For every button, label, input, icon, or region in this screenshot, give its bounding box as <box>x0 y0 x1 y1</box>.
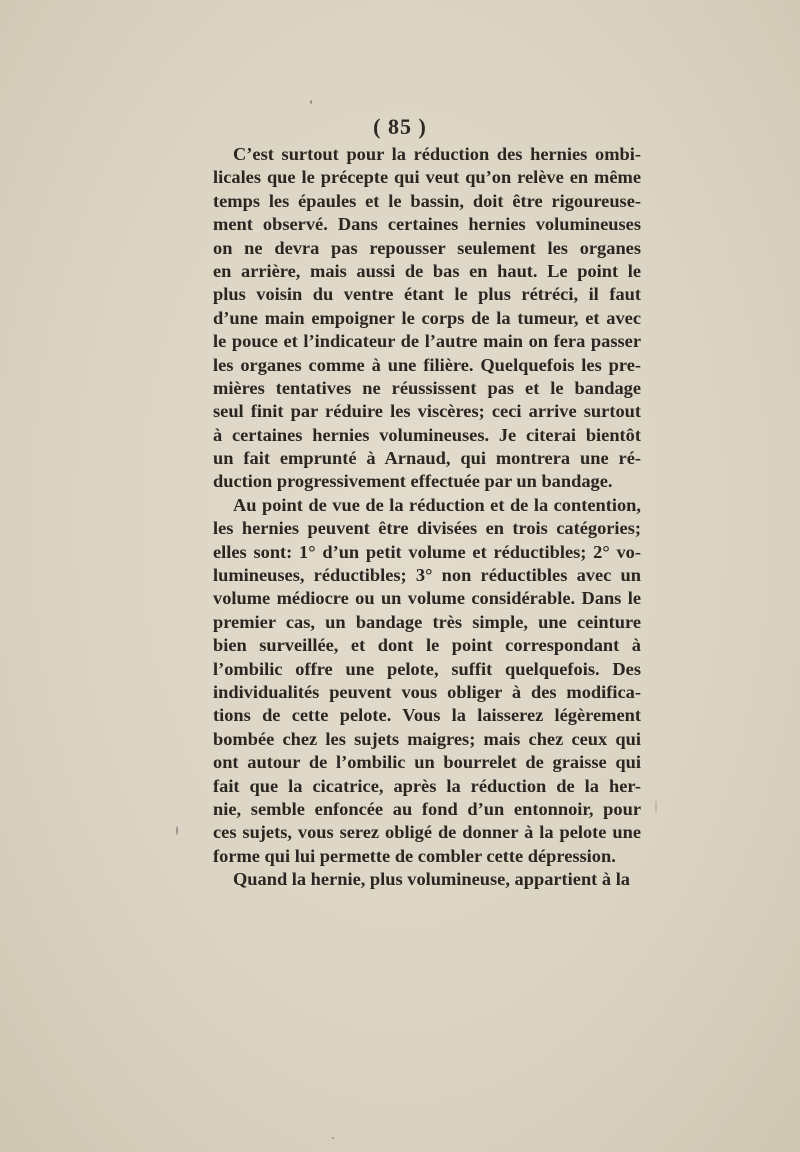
text-line: elles sont: 1° d’un petit volume et réductibles; 2° vo- <box>213 541 641 562</box>
text-line: les hernies peuvent être divisées en trois catégories; <box>213 518 641 539</box>
paper-speck <box>655 800 657 814</box>
paper-speck <box>332 1137 334 1139</box>
text-line: ces sujets, vous serez obligé de donner à la pelote une <box>213 822 641 843</box>
text-line: Au point de vue de la réduction et de la contention, <box>233 494 641 515</box>
paper-speck <box>310 100 312 104</box>
text-line: en arrière, mais aussi de bas en haut. Le point le <box>213 260 641 281</box>
text-line: premier cas, un bandage très simple, une ceinture <box>213 611 641 632</box>
text-line: fait que la cicatrice, après la réduction de la her- <box>213 775 641 796</box>
text-line: mières tentatives ne réussissent pas et le bandage <box>213 377 641 398</box>
text-line: ont autour de l’ombilic un bourrelet de graisse qui <box>213 752 641 773</box>
text-line: nie, semble enfoncée au fond d’un entonnoir, pour <box>213 798 641 819</box>
text-line: d’une main empoigner le corps de la tumeur, et avec <box>213 307 641 328</box>
text-line: licales que le précepte qui veut qu’on relève en même <box>213 167 641 188</box>
text-line: l’ombilic offre une pelote, suffit quelquefois. Des <box>213 658 641 679</box>
body-text <box>213 143 641 892</box>
text-line: lumineuses, réductibles; 3° non réductibles avec un <box>213 565 641 586</box>
text-line: ment observé. Dans certaines hernies volumineuses <box>213 214 641 235</box>
text-line: duction progressivement effectuée par un bandage. <box>213 471 613 492</box>
text-line: forme qui lui permette de combler cette dépression. <box>213 845 616 866</box>
text-line: volume médiocre ou un volume considérable. Dans le <box>213 588 641 609</box>
text-line: à certaines hernies volumineuses. Je citerai bientôt <box>213 424 641 445</box>
text-line: individualités peuvent vous obliger à des modifica- <box>213 681 641 702</box>
text-line: on ne devra pas repousser seulement les organes <box>213 237 641 258</box>
text-line: bien surveillée, et dont le point correspondant à <box>213 635 641 656</box>
paper-speck <box>176 826 178 835</box>
text-line: C’est surtout pour la réduction des hernies ombi- <box>233 144 641 164</box>
text-line: tions de cette pelote. Vous la laisserez légèrement <box>213 705 641 726</box>
text-line: le pouce et l’indicateur de l’autre main on fera passer <box>213 331 641 352</box>
text-line: temps les épaules et le bassin, doit être rigoureuse- <box>213 190 641 211</box>
text-line: seul finit par réduire les viscères; ceci arrive surtout <box>213 401 641 422</box>
text-line: un fait emprunté à Arnaud, qui montrera une ré- <box>213 448 641 469</box>
text-line: bombée chez les sujets maigres; mais chez ceux qui <box>213 728 641 749</box>
text-line: les organes comme à une filière. Quelquefois les pre- <box>213 354 641 375</box>
text-line: Quand la hernie, plus volumineuse, appartient à la <box>233 869 630 890</box>
text-line: plus voisin du ventre étant le plus rétréci, il faut <box>213 284 641 305</box>
page-number: ( 85 ) <box>373 114 427 139</box>
